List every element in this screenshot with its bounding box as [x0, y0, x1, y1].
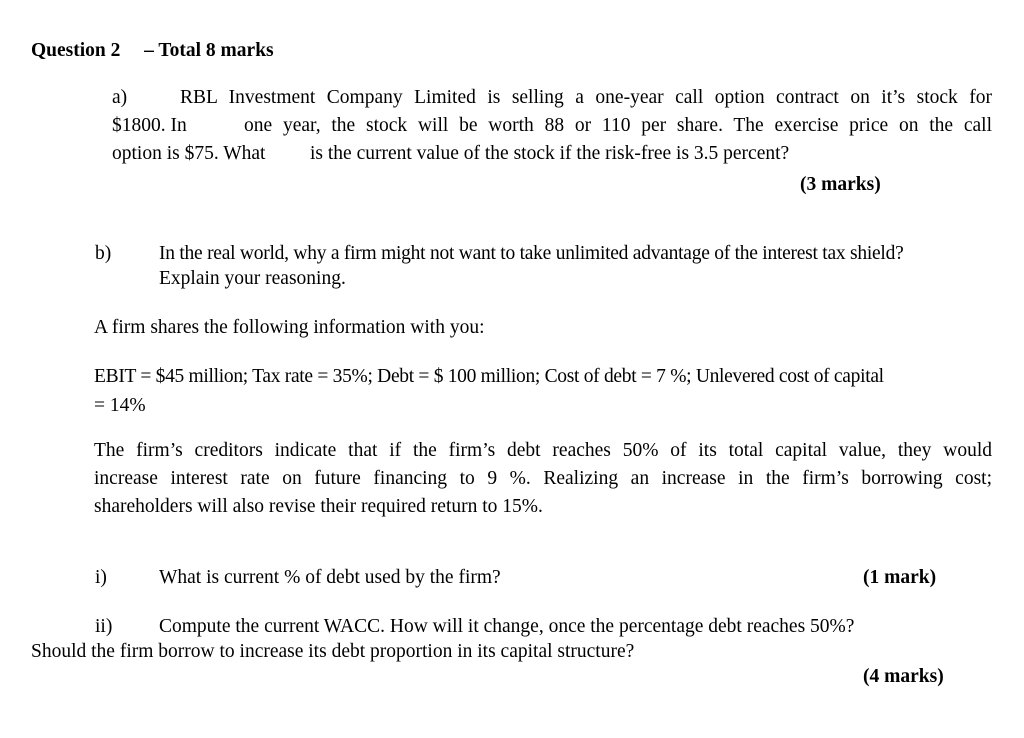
part-b-line-2: Explain your reasoning. [159, 268, 346, 289]
part-b-line-1: In the real world, why a firm might not want to take unlimited advantage of the interest tax shield? [159, 243, 904, 264]
question-dash: – [144, 40, 154, 61]
part-i-marks: (1 mark) [863, 567, 937, 588]
part-a-line-2-start: $1800. In [112, 115, 187, 136]
part-a-line-2-text: one year, the stock will be worth 88 or 110 per share. The exercise price on the call [244, 115, 992, 136]
part-b-label: b) [95, 243, 112, 264]
part-a-line-3-start: option is $75. What [112, 143, 266, 164]
creditors-line-2 [94, 468, 992, 490]
part-a-label: a) [112, 87, 128, 108]
part-a-line-2 [244, 115, 992, 137]
creditors-line-2-text: increase interest rate on future financing to 9 %. Realizing an increase in the firm’s borrowing cost; [94, 468, 992, 489]
info-data-line-2: = 14% [94, 395, 146, 416]
creditors-line-1 [94, 440, 992, 462]
part-i-text: What is current % of debt used by the firm? [159, 567, 501, 588]
part-ii-label: ii) [95, 616, 113, 637]
part-a-line-1 [180, 87, 992, 109]
question-total-marks: Total 8 marks [158, 40, 274, 61]
part-a-line-1-text: RBL Investment Company Limited is selling a one-year call option contract on it’s stock for [180, 87, 992, 108]
creditors-line-1-text: The firm’s creditors indicate that if the firm’s debt reaches 50% of its total capital value, they would [94, 440, 992, 461]
part-ii-line-1: Compute the current WACC. How will it change, once the percentage debt reaches 50%? [159, 616, 855, 637]
question-heading [31, 40, 274, 62]
part-ii-line-2: Should the firm borrow to increase its debt proportion in its capital structure? [31, 641, 635, 662]
creditors-line-3: shareholders will also revise their required return to 15%. [94, 496, 543, 517]
part-ii-marks: (4 marks) [863, 666, 944, 687]
question-title: Question 2 [31, 40, 121, 61]
part-a-line-3: is the current value of the stock if the risk-free is 3.5 percent? [310, 143, 790, 164]
part-i-label: i) [95, 567, 107, 588]
part-a-marks: (3 marks) [800, 174, 881, 195]
info-data-line-1: EBIT = $45 million; Tax rate = 35%; Debt = $ 100 million; Cost of debt = 7 %; Unlevered cost of capital [94, 366, 884, 387]
info-intro: A firm shares the following information with you: [94, 317, 485, 338]
